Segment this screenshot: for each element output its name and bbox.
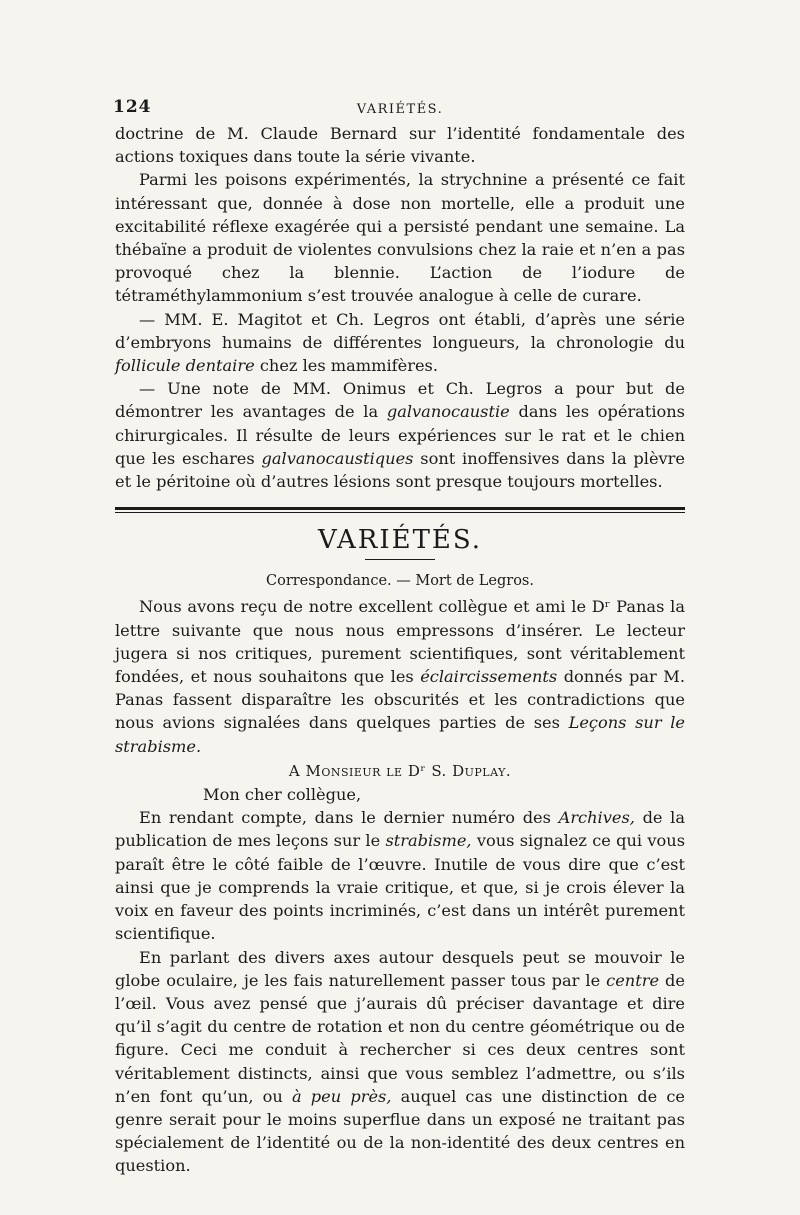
paragraph-4: — Une note de MM. Onimus et Ch. Legros a pour but de démontrer les avantages de la galvanocaustie dans les opérations chirurgicales. Il résulte de leurs expériences sur le rat et le chien que les eschares galvanocaustiques sont inoffensives dans la plèvre et le péritoine où d’autres lésions sont presque toujours mortelles. [115,379,685,492]
section-title: VARIÉTÉS. [317,525,483,556]
section-title-rule [365,559,435,560]
letter-addressee: A Monsieur le Dʳ S. Duplay. [288,761,512,780]
section-subtitle: Correspondance. — Mort de Legros. [266,573,534,590]
paragraph-3: — MM. E. Magitot et Ch. Legros ont établi, d’après une série d’embryons humains de différentes longueurs, la chronologie du follicule dentaire chez les mammifères. [115,309,685,376]
running-head [115,96,685,122]
paragraph-2: Parmi les poisons expérimentés, la strychnine a présenté ce fait intéressant que, donnée à dose non mortelle, elle a produit une excitabilité réflexe exagérée qui a persisté pendant une semaine. La thébaïne a produit de violentes convulsions chez la raie et n’en a pas provoqué chez la blennie. L’action de l’iodure de tétraméthylammonium s’est trouvée analogue à celle de curare. [115,170,685,306]
running-title: VARIÉTÉS. [356,102,444,117]
page-number: 124 [113,97,152,117]
page [115,96,685,1178]
paragraph-7: En parlant des divers axes autour desquels peut se mouvoir le globe oculaire, je les fais naturellement passer tous par le centre de l’œil. Vous avez pensé que j’aurais dû préciser davantage et dire qu’il s’agit du centre de rotation et non du centre géométrique ou de figure. Ceci me conduit à rechercher si ces deux centres sont véritablement distincts, ainsi que vous semblez l’admettre, ou s’ils n’en font qu’un, ou à peu près, auquel cas une distinction de ce genre serait pour le moins superflue dans un exposé ne traitant pas spécialement de l’identité ou de la non-identité des deux centres en question. [115,947,685,1176]
paragraph-1: doctrine de M. Claude Bernard sur l’identité fondamentale des actions toxiques dans toute la série vivante. [115,124,685,167]
letter-salutation: Mon cher collègue, [203,785,362,805]
paragraph-5: Nous avons reçu de notre excellent collègue et ami le Dʳ Panas la lettre suivante que nous nous empressons d’insérer. Le lecteur jugera si nos critiques, purement scientifiques, sont véritablement fondées, et nous souhaitons que les éclaircissements donnés par M. Panas fassent disparaître les obscurités et les contradictions que nous avions signalées dans quelques parties de ses Leçons sur le strabisme. [115,597,685,756]
paragraph-6: En rendant compte, dans le dernier numéro des Archives, de la publication de mes leçons sur le strabisme, vous signalez ce qui vous paraît être le côté faible de l’œuvre. Inutile de vous dire que c’est ainsi que je comprends la vraie critique, et que, si je crois élever la voix en faveur des points incriminés, c’est dans un intérêt purement scientifique. [115,808,686,944]
section-divider [115,507,685,513]
divider-thin [115,512,685,513]
divider-thick [115,507,685,510]
